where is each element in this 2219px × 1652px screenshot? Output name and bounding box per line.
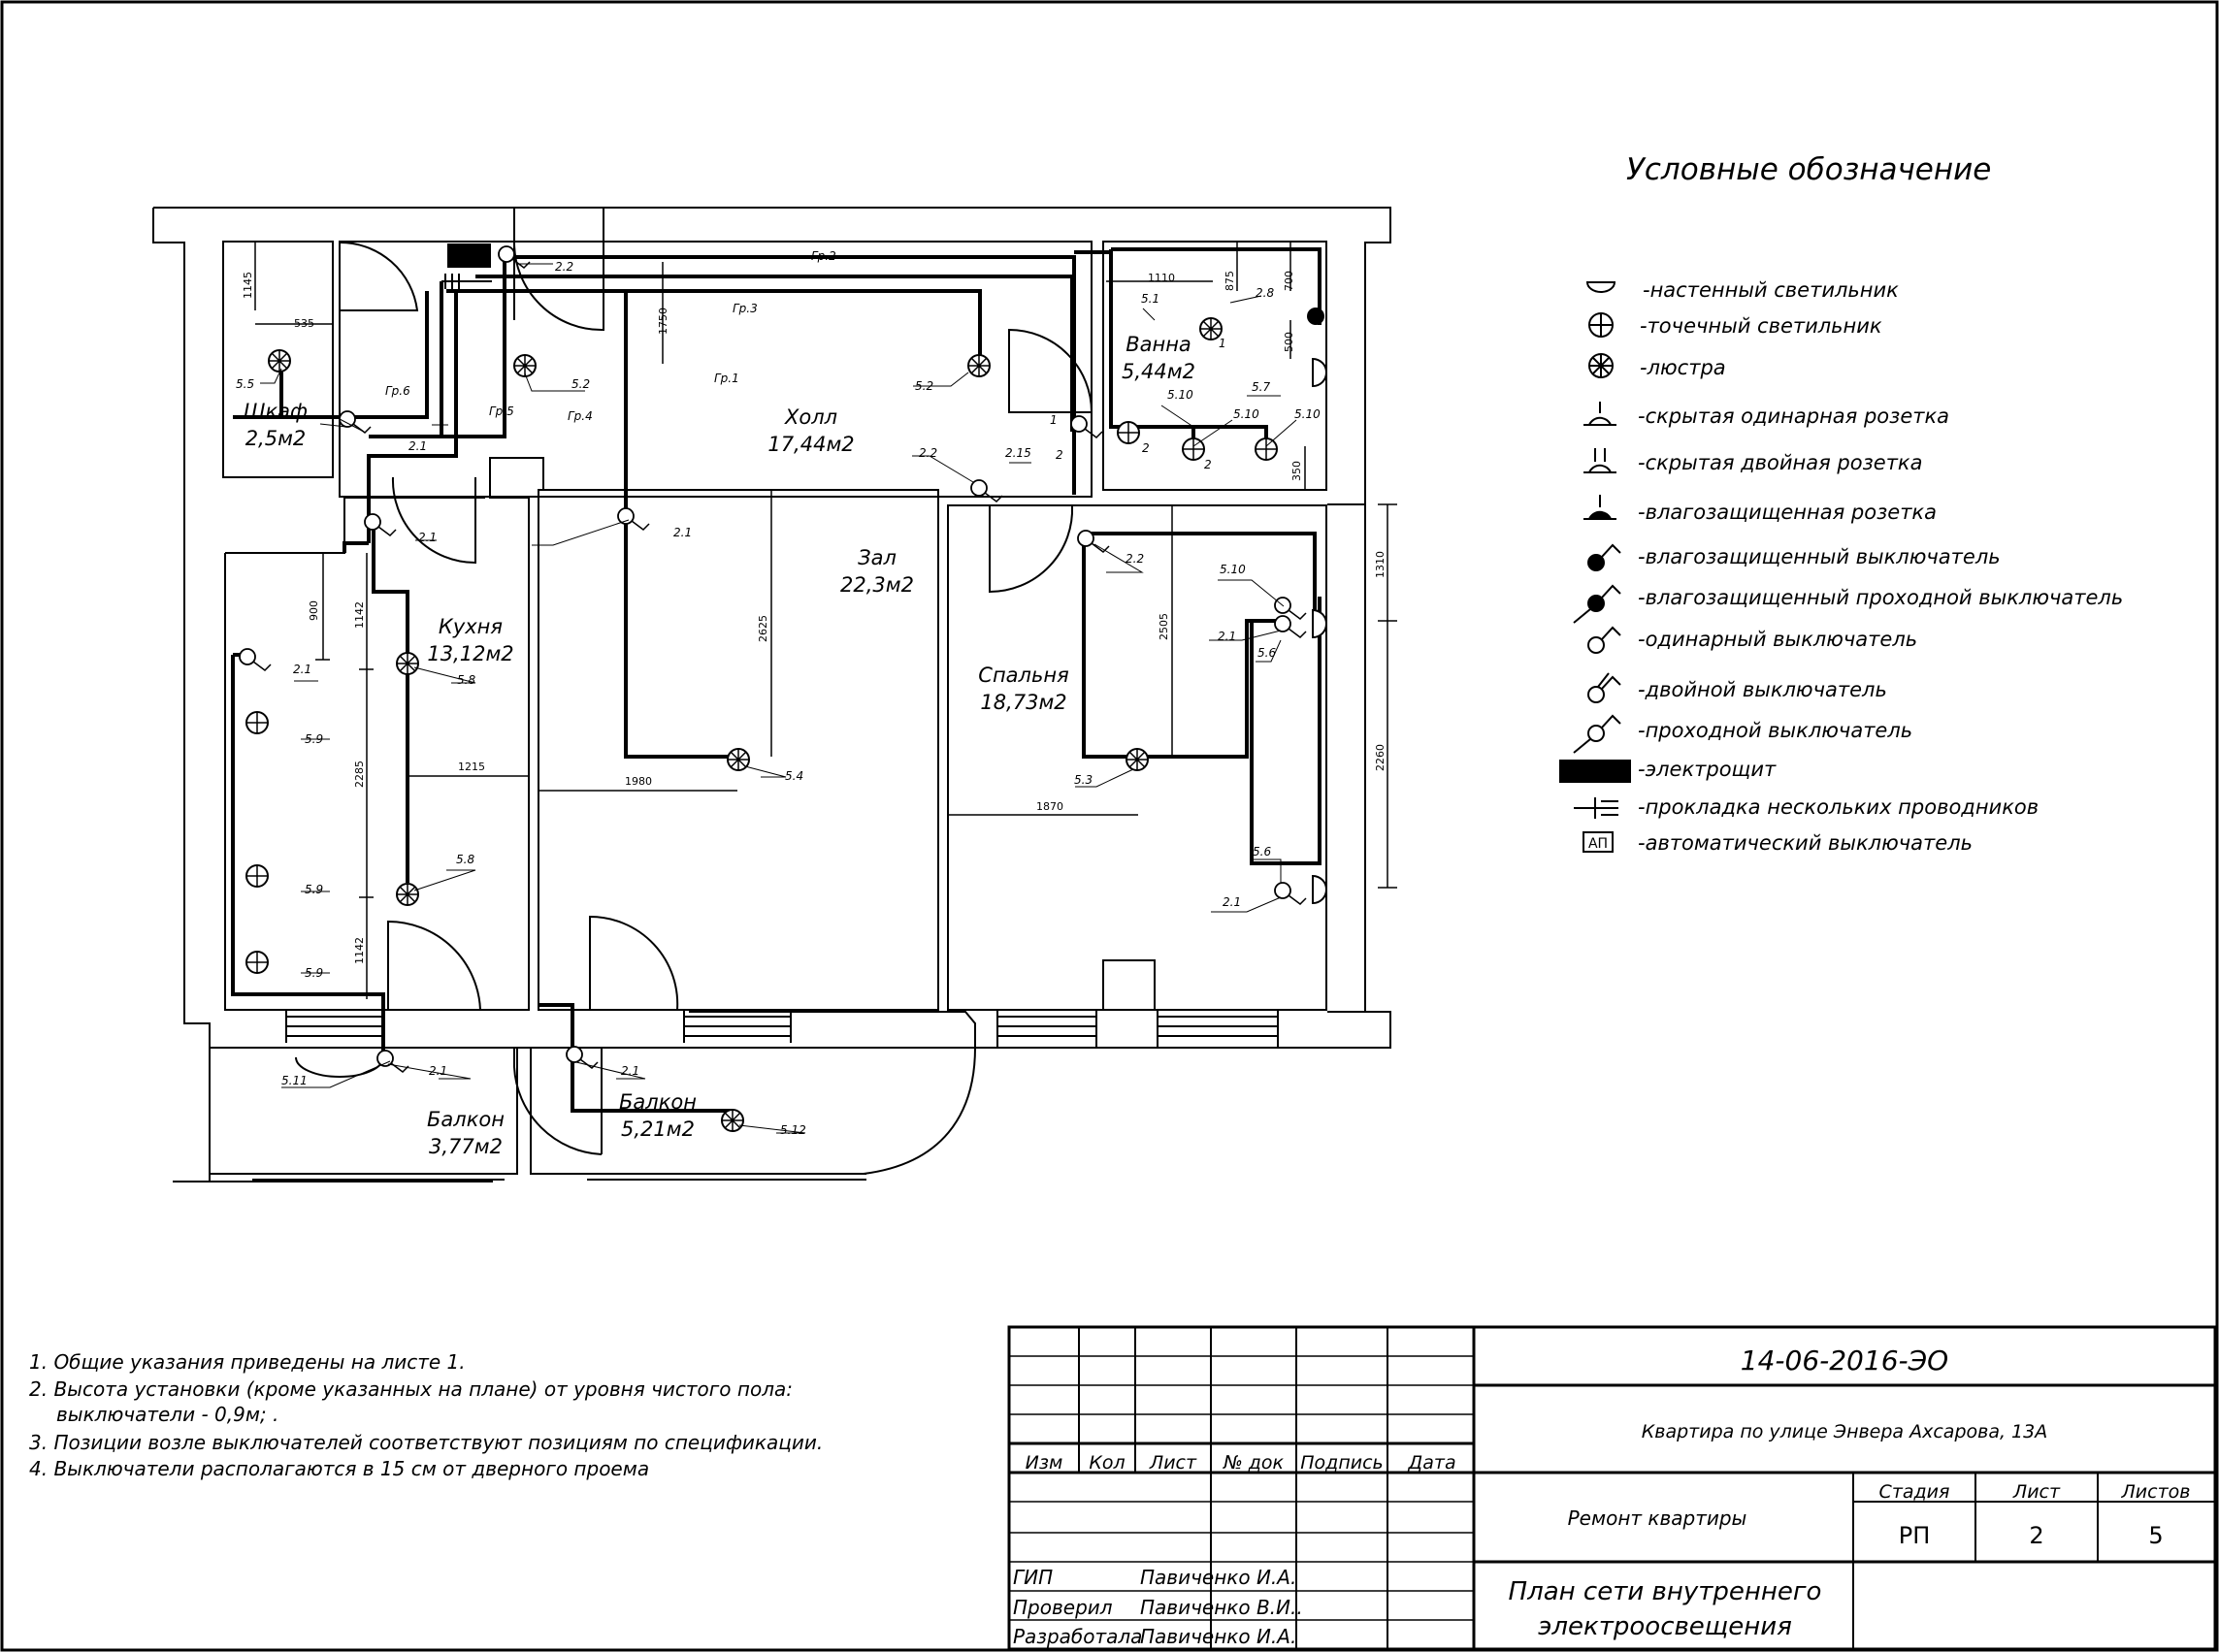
note-line: 4. Выключатели располагаются в 15 см от дверного проема xyxy=(29,1457,650,1480)
pos-label: 5.11 xyxy=(281,1074,308,1087)
room-shkaf-area: 2,5м2 xyxy=(245,427,307,450)
dim-value: 1142 xyxy=(353,601,366,629)
title-block xyxy=(1009,1327,2215,1649)
room-vanna-name: Ванна xyxy=(1126,333,1191,356)
dim-value: 700 xyxy=(1283,271,1295,291)
room-vanna-area: 5,44м2 xyxy=(1122,360,1195,383)
room-spalnya-area: 18,73м2 xyxy=(980,691,1067,714)
tb-stage: РП xyxy=(1898,1522,1931,1549)
pos-label: 5.10 xyxy=(1220,563,1246,576)
pos-label: 1 xyxy=(1050,413,1058,427)
chandelier-kuhnya-bottom-icon xyxy=(397,884,418,905)
room-zal-area: 22,3м2 xyxy=(840,573,914,597)
spot-vanna-3-icon xyxy=(1256,438,1277,460)
wall-lamp-spalnya-bottom-icon xyxy=(1313,876,1326,903)
pos-label: 5.10 xyxy=(1294,407,1321,421)
pos-label: 5.2 xyxy=(571,377,591,391)
tb-role: Проверил xyxy=(1013,1596,1113,1619)
legend-item: -влагозащищенный выключатель xyxy=(1638,545,2001,568)
group-label: Гр.3 xyxy=(733,302,758,315)
wall-lamp-spalnya-top-icon xyxy=(1313,610,1326,637)
dim-value: 2625 xyxy=(757,615,769,642)
socket-double-icon xyxy=(1583,448,1616,472)
dim-value: 1142 xyxy=(353,937,366,964)
legend-item: -люстра xyxy=(1640,356,1726,379)
pos-label: 5.7 xyxy=(1252,380,1271,394)
legend-item: -скрытая двойная розетка xyxy=(1638,451,1923,474)
tb-staff-name: Павиченко В.И.. xyxy=(1140,1596,1303,1619)
multi-wire-icon xyxy=(1574,797,1618,819)
group-label: Гр.5 xyxy=(489,405,514,418)
dim-value: 1750 xyxy=(657,308,669,335)
legend-title: Условные обозначение xyxy=(1626,152,1992,187)
pos-label: 5.2 xyxy=(915,379,934,393)
spot-lamp-icon xyxy=(1589,313,1613,337)
chandelier-balkon-icon xyxy=(722,1110,743,1131)
tb-object: Квартира по улице Энвера Ахсарова, 13А xyxy=(1641,1421,2048,1442)
pos-label: 2.1 xyxy=(408,439,428,453)
wall-lamp-icon xyxy=(1587,282,1615,292)
switch-spalnya-4-icon xyxy=(1275,883,1306,904)
pos-label: 2 xyxy=(1056,448,1063,462)
pos-label: 5.9 xyxy=(305,732,324,746)
chandelier-holl-left-icon xyxy=(514,355,536,376)
dim-value: 1110 xyxy=(1148,272,1175,284)
note-line: 3. Позиции возле выключателей соответствуют позициям по спецификации. xyxy=(29,1431,824,1454)
chandelier-holl-right-icon xyxy=(968,355,990,376)
pos-label: 2.1 xyxy=(1223,895,1242,909)
spot-kuhnya-2-icon xyxy=(246,865,268,887)
pos-label: 2.2 xyxy=(919,446,938,460)
pos-label: 5.4 xyxy=(785,769,804,783)
pos-label: 2.1 xyxy=(673,526,693,539)
pos-label: 1 xyxy=(1219,337,1226,350)
tb-staff-name: Павиченко И.А. xyxy=(1140,1566,1297,1589)
room-holl-name: Холл xyxy=(784,405,838,429)
pos-label: 2 xyxy=(1204,458,1212,471)
switch-kuhnya-2-icon xyxy=(240,649,271,670)
tb-header: Изм xyxy=(1025,1452,1063,1474)
room-balkon1-name: Балкон xyxy=(427,1108,505,1131)
dim-value: 1215 xyxy=(458,761,485,773)
pos-label: 5.9 xyxy=(305,883,324,896)
pos-label: 5.8 xyxy=(457,673,476,687)
legend-item: -прокладка нескольких проводников xyxy=(1638,795,2040,819)
pos-label: 5.12 xyxy=(780,1123,806,1137)
switch-single-icon xyxy=(1588,628,1620,653)
chandelier-spalnya-icon xyxy=(1126,749,1148,770)
dim-value: 350 xyxy=(1290,461,1303,481)
dim-value: 1145 xyxy=(242,272,254,299)
pos-label: 2.2 xyxy=(1126,552,1145,566)
general-notes xyxy=(29,1350,823,1480)
switch-waterproof-pass-icon xyxy=(1574,586,1620,623)
pos-label: 2.1 xyxy=(621,1064,640,1078)
pos-label: 5.9 xyxy=(305,966,324,980)
tb-sheets-header: Листов xyxy=(2121,1481,2191,1503)
dim-value: 1310 xyxy=(1374,551,1387,578)
tb-header: № док xyxy=(1223,1452,1285,1474)
pos-label: 5.6 xyxy=(1257,646,1277,660)
tb-stage-header: Стадия xyxy=(1878,1481,1950,1503)
room-shkaf-name: Шкаф xyxy=(244,400,308,423)
pos-label: 2.1 xyxy=(418,531,438,544)
pos-label: 5.1 xyxy=(1141,292,1160,306)
room-kuhnya-area: 13,12м2 xyxy=(427,642,514,665)
pos-label: 2.8 xyxy=(1256,286,1275,300)
dim-value: 500 xyxy=(1283,332,1295,352)
tb-header: Лист xyxy=(1149,1452,1197,1474)
pos-label: 5.8 xyxy=(456,853,475,866)
legend-item: -автоматический выключатель xyxy=(1638,831,1973,855)
note-line: 2. Высота установки (кроме указанных на плане) от уровня чистого пола: xyxy=(29,1377,793,1401)
tb-sheet-header: Лист xyxy=(2012,1481,2061,1503)
legend-item: -точечный светильник xyxy=(1640,314,1882,338)
tb-project: Ремонт квартиры xyxy=(1567,1506,1747,1530)
dim-value: 2285 xyxy=(353,761,366,788)
legend-item: -одинарный выключатель xyxy=(1638,628,1918,651)
dim-value: 535 xyxy=(294,317,314,330)
legend-item: -влагозащищенная розетка xyxy=(1638,501,1937,524)
pos-label: 2.2 xyxy=(555,260,574,274)
electrical-panel xyxy=(447,243,491,268)
tb-role: ГИП xyxy=(1013,1566,1054,1589)
tb-sheet: 2 xyxy=(2029,1522,2044,1549)
note-line: выключатели - 0,9м; . xyxy=(56,1403,279,1426)
sheet-frame xyxy=(2,2,2217,1650)
waterproof-switch-vanna-icon xyxy=(1307,308,1324,325)
room-balkon2-name: Балкон xyxy=(619,1090,697,1114)
dim-value: 875 xyxy=(1224,271,1236,291)
chandelier-kuhnya-top-icon xyxy=(397,653,418,674)
group-label: Гр.1 xyxy=(714,372,739,385)
tb-header: Кол xyxy=(1089,1452,1126,1474)
legend-item: -скрытая одинарная розетка xyxy=(1638,405,1950,428)
pos-label: 5.10 xyxy=(1167,388,1193,402)
room-kuhnya-name: Кухня xyxy=(438,615,504,638)
room-spalnya-name: Спальня xyxy=(978,664,1069,687)
pos-label: 5.6 xyxy=(1253,845,1272,858)
switch-balkon1-icon xyxy=(377,1051,408,1072)
tb-role: Разработала xyxy=(1013,1625,1143,1648)
pos-label: 2.1 xyxy=(429,1064,448,1078)
tb-staff-name: Павиченко И.А. xyxy=(1140,1625,1297,1648)
pos-label: 2.1 xyxy=(1218,630,1237,643)
pos-label: 2.1 xyxy=(293,663,312,676)
switch-holl-icon xyxy=(971,480,1002,502)
note-line: 1. Общие указания приведены на листе 1. xyxy=(29,1350,466,1374)
group-label: Гр.4 xyxy=(568,409,593,423)
chandelier-icon xyxy=(1589,354,1613,377)
dim-value: 1980 xyxy=(625,775,652,788)
legend-item: -проходной выключатель xyxy=(1638,719,1913,742)
panel-icon xyxy=(1560,761,1630,782)
tb-drawing-title: электроосвещения xyxy=(1538,1612,1792,1641)
legend-item: -влагозащищенный проходной выключатель xyxy=(1638,586,2124,609)
wall-lamp-vanna-icon xyxy=(1313,359,1326,386)
room-balkon2-area: 5,21м2 xyxy=(621,1118,695,1141)
legend-item: -двойной выключатель xyxy=(1638,678,1887,701)
legend-item: -настенный светильник xyxy=(1643,278,1899,302)
legend-item: -электрощит xyxy=(1638,758,1777,781)
pos-label: 2 xyxy=(1142,441,1150,455)
switch-double-icon xyxy=(1588,673,1620,702)
switch-waterproof-icon xyxy=(1588,545,1620,570)
spot-kuhnya-3-icon xyxy=(246,952,268,973)
switch-spalnya-3-icon xyxy=(1275,616,1306,637)
switch-pass-icon xyxy=(1574,716,1620,753)
pos-label: 5.5 xyxy=(236,377,255,391)
tb-drawing-title: План сети внутреннего xyxy=(1508,1577,1822,1606)
chandelier-shkaf-icon xyxy=(269,350,290,372)
switch-zal-icon xyxy=(618,508,649,530)
pos-label: 5.3 xyxy=(1074,773,1093,787)
group-label: Гр.2 xyxy=(811,249,836,263)
tb-header: Подпись xyxy=(1300,1452,1384,1474)
dim-value: 1870 xyxy=(1036,800,1063,813)
tb-header: Дата xyxy=(1408,1452,1456,1474)
breaker-mark: АП xyxy=(1587,836,1609,852)
pos-label: 2.15 xyxy=(1005,446,1031,460)
dimension-values xyxy=(242,271,1387,964)
room-zal-name: Зал xyxy=(858,546,897,569)
room-balkon1-area: 3,77м2 xyxy=(429,1135,503,1158)
spot-kuhnya-1-icon xyxy=(246,712,268,733)
socket-waterproof-fill xyxy=(1589,512,1611,519)
pos-label: 5.10 xyxy=(1233,407,1259,421)
group-label: Гр.6 xyxy=(385,384,410,398)
legend xyxy=(1560,152,2123,855)
dim-value: 2505 xyxy=(1158,613,1170,640)
dim-value: 900 xyxy=(308,600,320,621)
spot-vanna-1-icon xyxy=(1118,422,1139,443)
tb-code: 14-06-2016-ЭО xyxy=(1740,1344,1949,1377)
dim-value: 2260 xyxy=(1374,744,1387,771)
socket-single-icon xyxy=(1583,402,1616,425)
room-holl-area: 17,44м2 xyxy=(767,433,855,456)
tb-sheets: 5 xyxy=(2148,1522,2164,1549)
